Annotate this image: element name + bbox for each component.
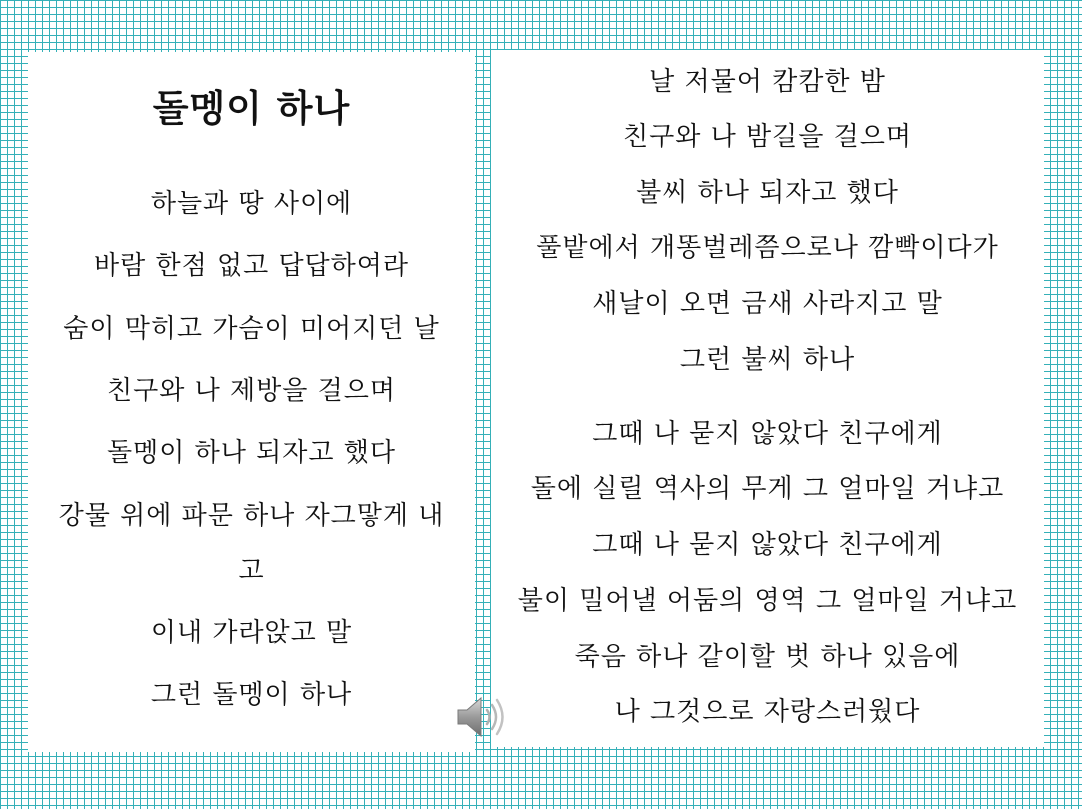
right-poem-line: 나 그것으로 자랑스러웠다 (614, 697, 921, 727)
right-poem-line: 그런 불씨 하나 (679, 345, 856, 375)
right-poem-line: 돌에 실릴 역사의 무게 그 얼마일 거냐고 (530, 474, 1005, 504)
left-poem-line: 돌멩이 하나 되자고 했다 (107, 438, 396, 468)
left-poem-line: 친구와 나 제방을 걸으며 (107, 376, 396, 406)
poem-title: 돌멩이 하나 (152, 87, 351, 130)
left-poem-panel (28, 52, 475, 752)
right-poem-line: 풀밭에서 개똥벌레쯤으로나 깜빡이다가 (536, 233, 999, 263)
right-poem-line: 새날이 오면 금새 사라지고 말 (592, 289, 943, 319)
speaker-icon[interactable] (455, 694, 511, 740)
left-poem-line: 숨이 막히고 가슴이 미어지던 날 (63, 314, 440, 344)
left-poem-line: 바람 한점 없고 답답하여라 (93, 251, 410, 281)
right-poem-line: 친구와 나 밤길을 걸으며 (623, 122, 912, 152)
right-poem-line: 불이 밀어낼 어둠의 영역 그 얼마일 거냐고 (517, 586, 1018, 616)
right-poem-line: 죽음 하나 같이할 벗 하나 있음에 (574, 642, 961, 672)
right-poem-line: 그때 나 묻지 않았다 친구에게 (592, 419, 943, 449)
left-poem-line: 고 (238, 556, 265, 586)
right-poem-line: 날 저물어 캄캄한 밤 (649, 67, 886, 97)
right-poem-panel (491, 50, 1044, 747)
left-poem-line: 하늘과 땅 사이에 (150, 189, 353, 219)
right-poem-line: 불씨 하나 되자고 했다 (636, 178, 899, 208)
left-poem-line: 강물 위에 파문 하나 자그맣게 내 (58, 501, 445, 531)
right-poem-line: 그때 나 묻지 않았다 친구에게 (592, 530, 943, 560)
left-poem-line: 그런 돌멩이 하나 (150, 680, 353, 710)
left-poem-line: 이내 가라앉고 말 (150, 618, 353, 648)
